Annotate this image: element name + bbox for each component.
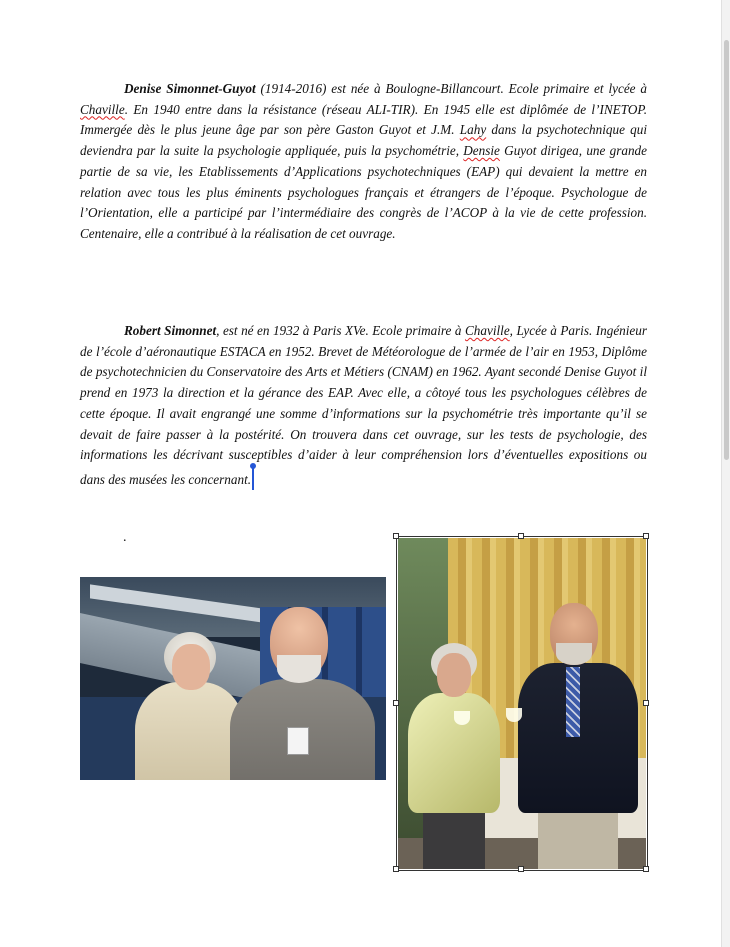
face [437,653,471,697]
badge [287,727,309,755]
face [172,644,210,690]
misspelled-word[interactable]: Lahy [459,122,487,138]
glass [454,711,470,725]
glass [506,708,522,722]
name-robert: Robert Simonnet [124,323,217,338]
photo-man [508,603,646,869]
resize-handle-bottom-right[interactable] [643,866,649,872]
text-run: Guyot dirigea, une grande partie de sa vie, les Etablissements d’Applications psychotechniques (EAP) qui devaient la mettre en relation avec tous les plus éminents psychologues français et étrangers de l’époque. Psychologue de l’Orientation, elle a participé par l’intermédiaire des congrès de l’ACOP à la vie de cette profession. Centenaire, elle a contribué à la réalisation de cet ouvrage. [80,143,647,241]
beard [277,655,321,683]
misspelled-word[interactable]: Densie [463,143,500,159]
text-run: dans la psychotechnique qui deviendra par la suite la psychologie appliquée, puis la psychométrie, [80,122,648,159]
tie [566,667,580,737]
resize-handle-left[interactable] [393,700,399,706]
text-cursor[interactable] [252,466,254,490]
beard [556,643,592,665]
text-run: . En 1940 entre dans la résistance (réseau ALI-TIR). En 1945 elle est diplômée de l’INETOP. Immergée dès le plus jeune âge par son père Gaston Guyot et J.M. [80,101,647,138]
resize-handle-right[interactable] [643,700,649,706]
paragraph-robert[interactable] [80,321,647,491]
photo-man [225,607,375,780]
resize-handle-bottom[interactable] [518,866,524,872]
skirt [423,808,485,869]
resize-handle-top[interactable] [518,533,524,539]
stray-mark: . [123,530,127,545]
photo-reception-toast[interactable] [398,538,646,869]
misspelled-word[interactable]: Chaville [80,101,125,117]
resize-handle-top-right[interactable] [643,533,649,539]
text-run: , est né en 1932 à Paris XVe. Ecole primaire à [216,323,465,338]
resize-handle-top-left[interactable] [393,533,399,539]
misspelled-word[interactable]: Chaville [464,323,510,338]
photo-conference-room[interactable] [80,577,386,780]
photo-woman [403,643,503,869]
scrollbar-thumb[interactable] [724,40,729,460]
name-denise: Denise Simonnet-Guyot [124,81,256,96]
paragraph-denise[interactable] [80,79,647,245]
pants [538,808,618,869]
text-run: , Lycée à Paris. Ingénieur de l’école d’aéronautique ESTACA en 1952. Brevet de Météorologue de l’armée de l’air en 1953, Diplôme de psychotechnicien du Conservatoire des Arts et Métiers (CNAM) en 1962. Ayant secondé Denise Guyot il prend en 1973 la direction et la gérance des EAP. Avec elle, a côtoyé tous les psychologues célèbres de cette époque. Il avait engrangé une somme d’informations sur la psychométrie très importante qu’il se devait de faire passer à la postérité. On trouvera dans cet ouvrage, sur les tests de psychologie, des informations les décrivant susceptibles d’aider à leur compréhension lors d’éventuelles expositions ou dans des musées les concernant. [80,323,648,487]
vertical-scrollbar[interactable] [721,0,730,947]
resize-handle-bottom-left[interactable] [393,866,399,872]
text-run: (1914-2016) est née à Boulogne-Billancourt. Ecole primaire et lycée à [255,81,647,96]
